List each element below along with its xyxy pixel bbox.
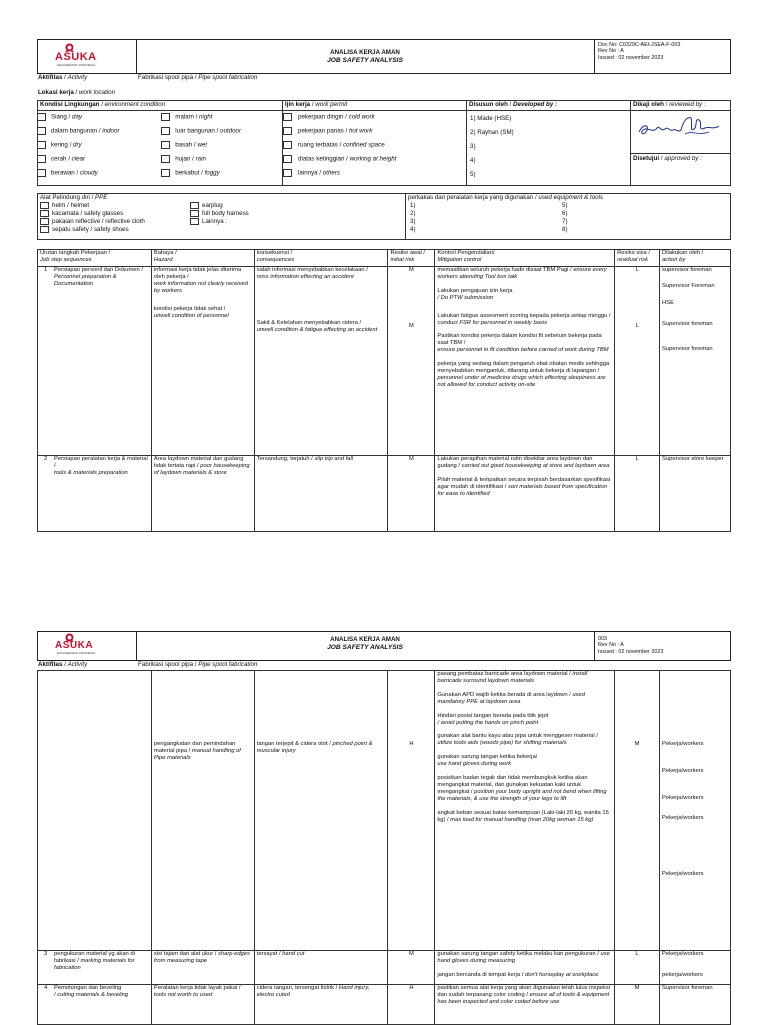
cond-item: berkabut / foggy: [161, 169, 282, 183]
issued-date: Issued : 02 november 2023: [598, 54, 664, 61]
checkbox[interactable]: [40, 218, 49, 225]
checkbox[interactable]: [37, 169, 46, 177]
activity-row: Aktifitas / Activity Fabrikasi spool pipa / Pipe spool fabrication: [38, 74, 258, 81]
checkbox[interactable]: [283, 127, 292, 135]
hazard-cell: pengangkatan dan pemindahan material pipa / manual handling of Pipe materials: [151, 671, 254, 951]
checkbox[interactable]: [37, 155, 46, 163]
checkbox[interactable]: [40, 202, 49, 209]
cond-item: kering / dry: [38, 141, 161, 155]
prepared-item: 2) Rayhan (SM): [470, 129, 514, 136]
jsa-header-row: [38, 250, 731, 267]
action-by-cell: supervisor foreman Supervisor Foreman HSE Supervisor foreman Supervisor foreman: [660, 267, 731, 456]
consequences-cell: tersayat / hand cut: [254, 951, 388, 985]
residual-risk-cell: M: [615, 985, 660, 1025]
control-cell: pastikan semua alat kerja yang akan digunakan telah lulus inspeksi dan sudah terpasang color coding / ensure all of tools & equipment has been inspected and color coded before use: [435, 985, 615, 1025]
consequences-cell: tangan terjepit & cidera otot / pinched point & muscular injury: [254, 671, 388, 951]
action-by-cell: Pekerja/workers Pekerja/workers Pekerja/workers Pekerja/workers Pekerja/workers: [660, 671, 731, 951]
step-cell: 1 Persiapan personil dan Dokumen / Personnel preparation & Documentation: [38, 267, 152, 456]
cond-item: berawan / cloudy: [38, 169, 161, 183]
document-info: [594, 632, 730, 660]
doc-number: Doc No: C0329C-AEI-JSEA-F-003: [598, 42, 681, 48]
permit-item: pekerjaan dingin / cold work: [283, 113, 466, 127]
title-id: ANALISA KERJA AMAN: [330, 49, 400, 56]
equipment-slot: 6): [562, 209, 568, 217]
equipment-slot: 5): [562, 201, 568, 209]
table-row: [38, 985, 731, 1025]
table-row: [38, 951, 731, 985]
document-title: [136, 632, 594, 660]
ppe-item: kacamata / safety glasses: [38, 210, 405, 218]
step-cell: 2 Persiapan peralatan kerja & material / tools & materials preparation: [38, 456, 152, 532]
ppe-table: [37, 193, 731, 240]
control-cell: pasang pembatas barricade area laydown material / install barricade surround laydown materials Gunakan APD wajib ketika berada di area laydown / used mandatory PPE at laydown area Hindari posisi tangan berada pada titik jepit / avoid putting the hands on pinch point gunakan alat bantu kayu atau pipa untuk menggeser material / utilize tools aids (woods pipe) for shifting materials gunakan sarung tangan ketika bekerja/ use hand gloves during work posisikan badan tegak dan tidak membungkuk ketika akan mengangkat material, dan gunakan kekuatan kaki untuk mengangkat / position your body upright and not bend when lifting the materials, & use the strength of your legs to lift angkat beban sesuai batas kemampuan (Laki-laki 20 kg, wanita 15 kg) / max load for manual handling (man 20kg woman 15 kg): [435, 671, 615, 951]
document-info: [594, 40, 730, 73]
ppe-item: pakaian reflective / reflective cloth: [38, 218, 405, 226]
action-by-cell: Pekerja/workers pekerja/workers: [660, 951, 731, 985]
hazard-cell: Area laydown material dan gudang tidak tertata rapi / poor housekeeping of laydown materials & store: [151, 456, 254, 532]
jsa-table-page1: [37, 249, 731, 532]
checkbox[interactable]: [37, 127, 46, 135]
action-by-cell: Supervisor store keeper: [660, 456, 731, 532]
table-row: [38, 456, 731, 532]
table-row: [38, 671, 731, 951]
company-subtitle: ENGINEERING INDONESIA: [57, 63, 96, 67]
ppe-col2: [190, 202, 249, 226]
location-row: Lokasi kerja / work location: [38, 89, 116, 96]
location-label: Lokasi kerja: [38, 89, 74, 96]
hazard-cell: informasi kerja tidak jelas diterima oleh pekerja / work information not clearly received by workers kondisi pekerja tidak sehat / unwell condition of personnel: [151, 267, 254, 456]
activity-value: Fabrikasi spool pipa / Pipe spool fabrication: [138, 74, 258, 81]
ppe-item: sepatu safety / safety shoes: [38, 226, 405, 234]
equipment-head: perkakas dan peralatan kerja yang digunakan / used equipment & tools: [406, 194, 731, 202]
checkbox[interactable]: [161, 141, 170, 149]
checkbox[interactable]: [283, 141, 292, 149]
company-logo: [38, 40, 137, 73]
activity-label-en: Activity: [67, 74, 88, 81]
col-action-by: Dilakukan oleh / action by: [660, 250, 731, 267]
equipment-slot: 2): [410, 209, 416, 217]
checkbox[interactable]: [40, 210, 49, 217]
cond-item: hujan / rain: [161, 155, 282, 169]
initial-risk-cell: M: [388, 456, 435, 532]
initial-risk-cell: H: [388, 671, 435, 951]
conditions-head: Kondisi Lingkungan / environment condition: [38, 101, 283, 111]
consequences-cell: Tersandung, terjatuh / slip trip and fall: [254, 456, 388, 532]
cond-item: malam / night: [161, 113, 282, 127]
conditions-table: [37, 100, 731, 186]
checkbox[interactable]: [161, 127, 170, 135]
ppe-list: [38, 202, 406, 240]
ppe-item: Lainnya :: [190, 218, 249, 226]
permit-col: [283, 111, 467, 186]
ppe-item: helm / helmet: [38, 202, 405, 210]
action-by-cell: Supervisor foreman: [660, 985, 731, 1025]
reviewer-signature: [635, 114, 723, 140]
consequences-cell: cidera tangan, tersengat listrik / Hand injury, electro cuted: [254, 985, 388, 1025]
checkbox[interactable]: [161, 155, 170, 163]
company-logo: [38, 632, 137, 660]
col-consequences: konsekuensi / consequences: [254, 250, 388, 267]
ppe-head: Alat Pelindung diri / PPE: [38, 194, 406, 202]
company-name: ASUKA: [55, 51, 97, 63]
approved-head: Disetujui / approved by :: [631, 153, 730, 164]
equipment-right: [562, 202, 568, 234]
checkbox[interactable]: [283, 113, 292, 121]
prepared-item: 5): [470, 171, 476, 178]
step-cell: 3 pengukuran material yg akan di fabrikasi / marking materials for fabrication: [38, 951, 152, 985]
cond-item: basah / wet: [161, 141, 282, 155]
col-residual-risk: Resiko sisa / residual risk: [615, 250, 660, 267]
checkbox[interactable]: [37, 113, 46, 121]
checkbox[interactable]: [161, 169, 170, 177]
equipment-slot: 7): [562, 217, 568, 225]
review-col: [631, 111, 731, 186]
doc-number: 003: [598, 636, 607, 642]
checkbox[interactable]: [40, 226, 49, 233]
checkbox[interactable]: [37, 141, 46, 149]
cond-item: cerah / clear: [38, 155, 161, 169]
control-cell: memastikan seluruh pekerja hadir disaat TBM Pagi / ensure every workers attending Tool box talk Lakukan pengajuan izin kerja / Do PTW submission Lakukan fatigue assesment scoring kepada pekerja setiap minggu / conduct FSR for personnel in weekly basis Pastikan kondisi pekerja dalam kondisi fit sebelum bekerja pada saat TBM / ensure personnel in fit condition before carried of work during TBM pekerja yang sedang dalam pengaruh obat obatan medis sehingga menyebabkan mengantuk, dilarang untuk bekerja di lapangan / personnel under of medicine drugs which effecting sleepiness are not allowed for conduct activity on-site: [435, 267, 615, 456]
activity-label: Aktifitas: [38, 74, 63, 81]
equipment-slot: 8): [562, 225, 568, 233]
checkbox[interactable]: [190, 202, 199, 209]
page1-header: [37, 39, 731, 74]
equipment-slot: 3): [410, 217, 416, 225]
col-hazard: Bahaya / Hazard: [151, 250, 254, 267]
checkbox[interactable]: [161, 113, 170, 121]
table-row: [38, 267, 731, 456]
initial-risk-cell: M M: [388, 267, 435, 456]
company-subtitle: ENGINEERING INDONESIA: [57, 651, 96, 655]
checkbox[interactable]: [190, 218, 199, 225]
cond-item: dalam bangunan / indoor: [38, 127, 161, 141]
checkbox[interactable]: [190, 210, 199, 217]
control-cell: Lakukan perapihan material rutin disekitar area laydown dan gudang / carried out good housekeeping at store and laydown area Pilah material & tempatkan secara terpisah berdasarkan spesifikasi agar mudah di identifikasi / sort materials based from specification for ease to identified: [435, 456, 615, 532]
residual-risk-cell: L: [615, 951, 660, 985]
permit-item: pekerjaan panas / hot work: [283, 127, 466, 141]
step-cell: [38, 671, 152, 951]
title-en: JOB SAFETY ANALYSIS: [327, 56, 403, 64]
col-control: Kontrol Pengendalian/ Mitigation control: [435, 250, 615, 267]
initial-risk-cell: M: [388, 951, 435, 985]
hazard-cell: Peralatan kerja tidak layak pakai / tools not worth to used: [151, 985, 254, 1025]
page2-header: [37, 631, 731, 661]
checkbox[interactable]: [283, 155, 292, 163]
col-initial-risk: Resiko awal / initial risk: [388, 250, 435, 267]
hazard-cell: sisi tajam dari alat ukur / sharp edges from measuring tape: [151, 951, 254, 985]
company-name: ASUKA: [55, 640, 94, 651]
cond-item: luar bangunan / outdoor: [161, 127, 282, 141]
rev-number: Rev No : A: [598, 642, 624, 649]
ppe-item: earplug: [190, 202, 249, 210]
location-label-en: work location: [78, 89, 116, 96]
activity-row: Aktifitas / Activity Fabrikasi spool pipa / Pipe spool fabrication: [38, 661, 258, 668]
title-id: ANALISA KERJA AMAN: [330, 636, 400, 643]
prepared-item: 1) Made (HSE): [470, 115, 512, 122]
prepared-head: Disusun oleh / Developed by :: [467, 101, 631, 111]
rev-number: Rev No : A: [598, 48, 624, 55]
step-cell: 4 Pemotongan dan beveling / cutting materials & beveling: [38, 985, 152, 1025]
conditions-col1: [38, 111, 162, 186]
cond-item: Siang / day: [38, 113, 161, 127]
equipment-left: [410, 202, 416, 234]
conditions-col2: [161, 111, 282, 186]
checkbox[interactable]: [283, 169, 292, 177]
equipment-slot: 1): [410, 201, 416, 209]
permit-head: Ijin kerja / work permit: [283, 101, 467, 111]
residual-risk-cell: L L: [615, 267, 660, 456]
consequences-cell: salah informasi menyebabkan kecelakaan / miss information effecting an accident Sakit & Kelelahan menyebabkan cidera / unwell condition & fatigue effecting an accident: [254, 267, 388, 456]
prepared-item: 3): [470, 143, 476, 150]
issued-date: Issued : 02 november 2023: [598, 648, 664, 655]
prepared-col: [467, 111, 631, 186]
title-en: JOB SAFETY ANALYSIS: [327, 643, 403, 651]
equipment-slot: 4): [410, 225, 416, 233]
equipment-list: [406, 202, 731, 240]
residual-risk-cell: M: [615, 671, 660, 951]
initial-risk-cell: H: [388, 985, 435, 1025]
jsa-table-page2: [37, 670, 731, 1025]
ppe-item: full body harness: [190, 210, 249, 218]
residual-risk-cell: L: [615, 456, 660, 532]
prepared-item: 4): [470, 157, 476, 164]
permit-item: lainnya / others: [283, 169, 466, 183]
permit-item: diatas ketinggian / working at height: [283, 155, 466, 169]
review-head: Dikaji oleh / reviewed by :: [631, 101, 731, 111]
permit-item: ruang terbatas / confined space: [283, 141, 466, 155]
document-title: [136, 40, 594, 73]
col-step: Urutan langkah Pekerjaan / Job step sequences: [38, 250, 152, 267]
control-cell: gunakan sarung tangan safety ketika melaku kan pengukuran / use hand gloves during measuring jangan bercanda di tempat kerja / don't horseplay at workplace: [435, 951, 615, 985]
